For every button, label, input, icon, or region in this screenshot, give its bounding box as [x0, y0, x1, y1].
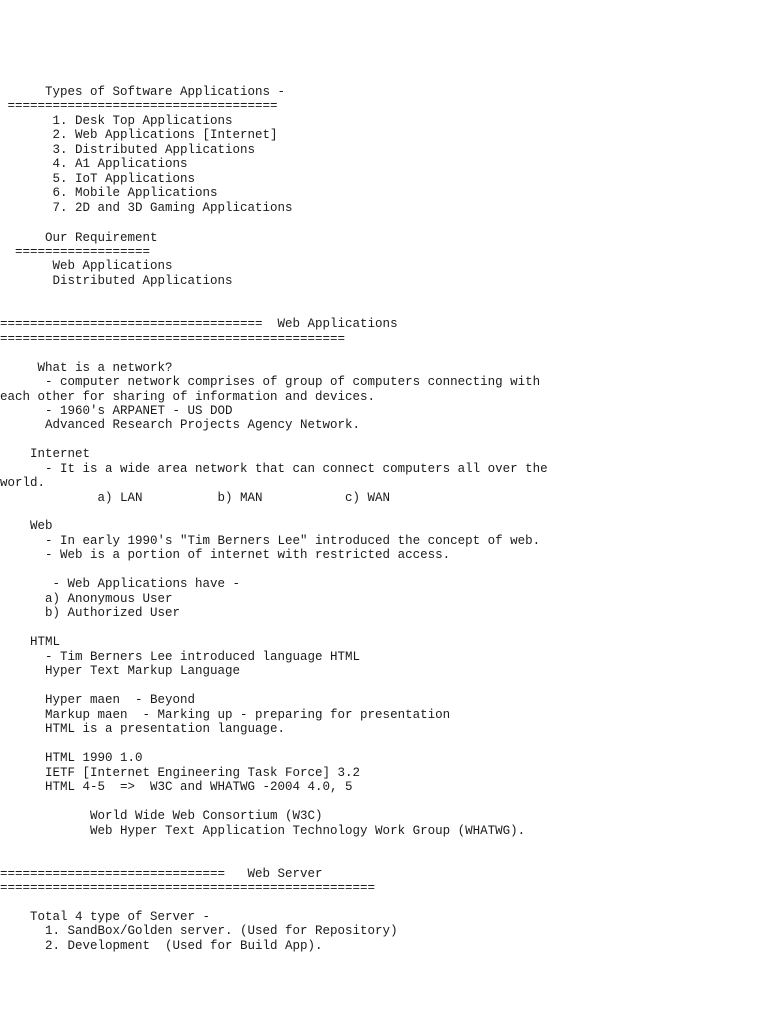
list-item: 7. 2D and 3D Gaming Applications [0, 201, 293, 215]
section-heading-web-applications: =================================== Web Applications [0, 317, 398, 331]
divider-line: ================== [0, 245, 151, 259]
list-item: Distributed Applications [0, 274, 233, 288]
list-item: b) Authorized User [0, 606, 181, 620]
list-item: 2. Web Applications [Internet] [0, 128, 278, 142]
divider-line: ============================================== [0, 332, 346, 346]
heading-what-is-network: What is a network? [0, 361, 173, 375]
section-heading-web-server: ============================== Web Server [0, 867, 323, 881]
text-line: HTML is a presentation language. [0, 722, 286, 736]
text-line: IETF [Internet Engineering Task Force] 3.2 [0, 766, 361, 780]
text-line: a) LAN b) MAN c) WAN [0, 491, 391, 505]
text-line: Hyper maen - Beyond [0, 693, 196, 707]
text-line: Markup maen - Marking up - preparing for presentation [0, 708, 451, 722]
heading-our-requirement: Our Requirement [0, 231, 158, 245]
text-line: - Web Applications have - [0, 577, 241, 591]
list-item: 5. IoT Applications [0, 172, 196, 186]
text-line: HTML 4-5 => W3C and WHATWG -2004 4.0, 5 [0, 780, 353, 794]
heading-internet: Internet [0, 447, 91, 461]
text-line: HTML 1990 1.0 [0, 751, 143, 765]
text-line: World Wide Web Consortium (W3C) [0, 809, 323, 823]
list-item: 3. Distributed Applications [0, 143, 256, 157]
list-item: 1. Desk Top Applications [0, 114, 233, 128]
heading-web: Web [0, 519, 53, 533]
text-line: each other for sharing of information and devices. [0, 390, 376, 404]
divider-line: ==================================== [0, 99, 278, 113]
text-line: Web Hyper Text Application Technology Work Group (WHATWG). [0, 824, 526, 838]
text-line: - It is a wide area network that can connect computers all over the [0, 462, 548, 476]
list-item: 1. SandBox/Golden server. (Used for Repository) [0, 924, 398, 938]
text-line: - Tim Berners Lee introduced language HTML [0, 650, 361, 664]
text-line: - In early 1990's "Tim Berners Lee" introduced the concept of web. [0, 534, 541, 548]
text-line: - 1960's ARPANET - US DOD [0, 404, 233, 418]
list-item: 4. A1 Applications [0, 157, 188, 171]
heading-types-of-software: Types of Software Applications - [0, 85, 286, 99]
heading-html: HTML [0, 635, 61, 649]
text-line: Hyper Text Markup Language [0, 664, 241, 678]
list-item: Web Applications [0, 259, 173, 273]
list-item: 6. Mobile Applications [0, 186, 218, 200]
list-item: 2. Development (Used for Build App). [0, 939, 323, 953]
list-item: a) Anonymous User [0, 592, 173, 606]
text-line: - Web is a portion of internet with restricted access. [0, 548, 451, 562]
text-line: Advanced Research Projects Agency Network. [0, 418, 361, 432]
heading-server-types: Total 4 type of Server - [0, 910, 211, 924]
text-line: - computer network comprises of group of computers connecting with [0, 375, 541, 389]
text-line: world. [0, 476, 46, 490]
divider-line: ================================================== [0, 881, 376, 895]
